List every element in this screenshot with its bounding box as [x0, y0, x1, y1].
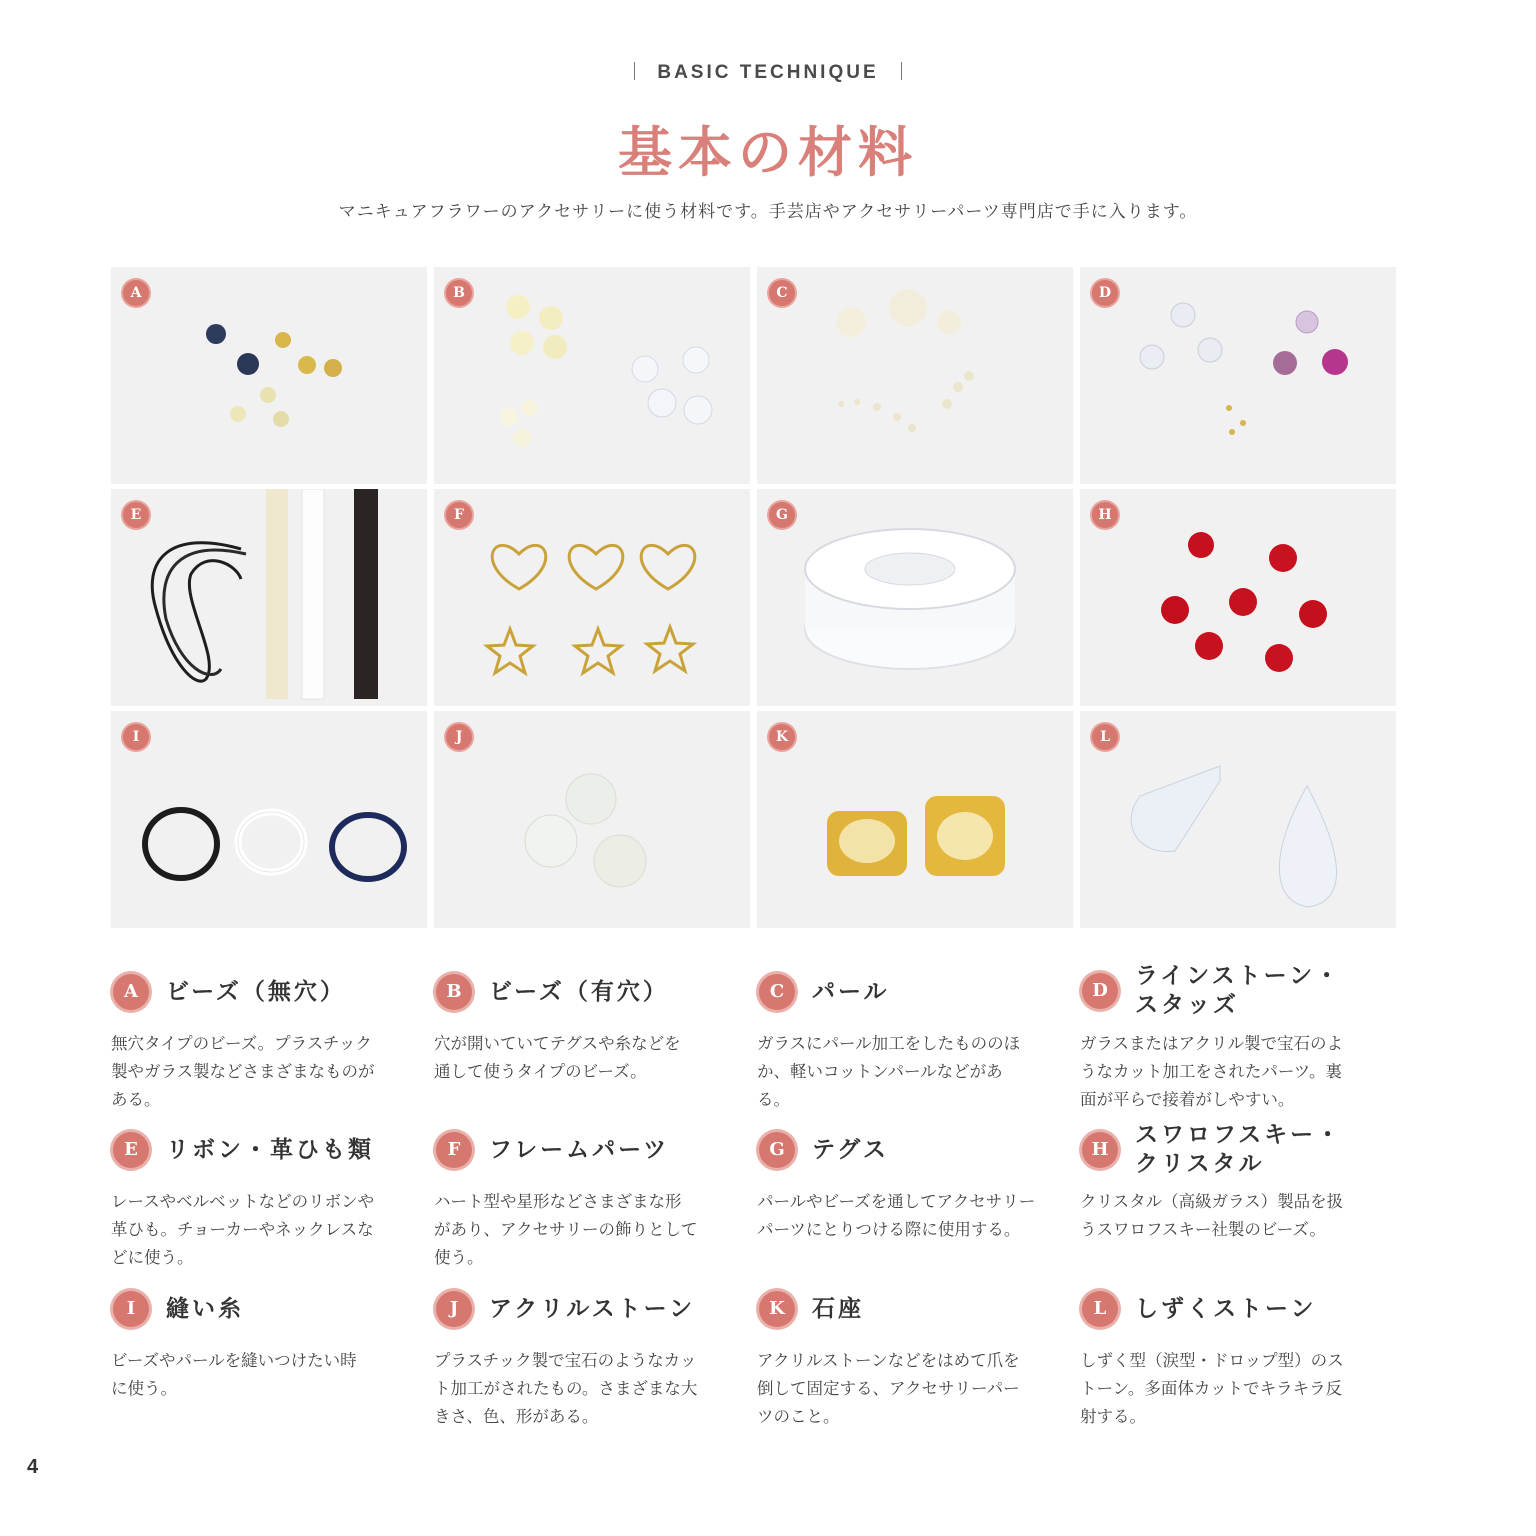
item-badge-h: H [1082, 1132, 1118, 1168]
item-badge-e: E [113, 1132, 149, 1168]
photo-badge-k: K [769, 724, 795, 750]
item-heading-l [1082, 1291, 1317, 1327]
item-description-i: ビーズやパールを縫いつけたい時 に使う。 [111, 1351, 357, 1398]
photo-badge-j: J [446, 724, 472, 750]
divider-left [634, 62, 635, 80]
item-name-a: ビーズ（無穴） [166, 978, 346, 1005]
photo-fishing-line [757, 489, 1073, 706]
item-heading-g [759, 1132, 889, 1168]
photo-badge-c: C [769, 280, 795, 306]
photo-beads-no-hole [111, 267, 427, 484]
item-heading-c [759, 974, 890, 1010]
item-heading-d [1082, 962, 1341, 1020]
item-heading-j [436, 1291, 695, 1327]
item-name-f: フレームパーツ [489, 1136, 670, 1163]
item-name-i: 縫い糸 [166, 1295, 244, 1322]
item-badge-i: I [113, 1291, 149, 1327]
item-badge-c: C [759, 974, 795, 1010]
item-description-l: しずく型（涙型・ドロップ型）のス トーン。多面体カットでキラキラ反 射する。 [1080, 1351, 1344, 1426]
photo-badge-d: D [1092, 280, 1118, 306]
item-heading-h [1082, 1121, 1342, 1179]
item-badge-k: K [759, 1291, 795, 1327]
photo-badge-g: G [769, 502, 795, 528]
item-heading-b [436, 974, 669, 1010]
item-name-e: リボン・革ひも類 [166, 1136, 374, 1163]
item-name-d: ラインストーン・ スタッズ [1135, 963, 1342, 1018]
item-name-k: 石座 [812, 1295, 864, 1322]
item-description-h: クリスタル（高級ガラス）製品を扱 うスワロフスキー社製のビーズ。 [1080, 1192, 1344, 1239]
divider-right [901, 62, 902, 80]
photo-badge-i: I [123, 724, 149, 750]
item-badge-b: B [436, 974, 472, 1010]
section-tag-text: BASIC TECHNIQUE [657, 62, 879, 83]
item-description-e: レースやベルベットなどのリボンや 革ひも。チョーカーやネックレスな どに使う。 [111, 1192, 375, 1267]
photo-badge-e: E [123, 502, 149, 528]
page-number: 4 [27, 1456, 39, 1478]
item-description-g: パールやビーズを通してアクセサリー パーツにとりつける際に使用する。 [757, 1192, 1036, 1239]
item-description-d: ガラスまたはアクリル製で宝石のよ うなカット加工をされたパーツ。裏 面が平らで接着がしやすい。 [1080, 1034, 1344, 1109]
item-name-h: スワロフスキー・ クリスタル [1135, 1122, 1343, 1177]
item-description-a: 無穴タイプのビーズ。プラスチック 製やガラス製などさまざまなものが ある。 [111, 1034, 375, 1109]
photo-stone-settings [757, 711, 1073, 928]
item-heading-e [113, 1132, 374, 1168]
photo-sewing-thread [111, 711, 427, 928]
item-description-b: 穴が開いていてテグスや糸などを 通して使うタイプのビーズ。 [434, 1034, 681, 1081]
item-badge-j: J [436, 1291, 472, 1327]
section-tag [0, 62, 1536, 84]
photo-ribbons [111, 489, 427, 706]
photo-drop-stones [1080, 711, 1396, 928]
photo-beads-with-hole [434, 267, 750, 484]
item-description-k: アクリルストーンなどをはめて爪を 倒して固定する、アクセサリーパー ツのこと。 [757, 1351, 1020, 1426]
item-description-j: プラスチック製で宝石のようなカッ ト加工がされたもの。さまざまな大 きさ、色、形がある。 [434, 1351, 698, 1426]
page-subtitle: マニキュアフラワーのアクセサリーに使う材料です。手芸店やアクセサリーパーツ専門店で手に入ります。 [338, 202, 1198, 222]
item-name-j: アクリルストーン [489, 1295, 696, 1322]
item-heading-f [436, 1132, 669, 1168]
item-badge-f: F [436, 1132, 472, 1168]
photo-rhinestones [1080, 267, 1396, 484]
photo-swarovski-crystals [1080, 489, 1396, 706]
photo-badge-l: L [1092, 724, 1118, 750]
item-description-c: ガラスにパール加工をしたもののほ か、軽いコットンパールなどがある。 [757, 1034, 1021, 1109]
item-name-g: テグス [812, 1136, 889, 1163]
photo-badge-b: B [446, 280, 472, 306]
item-name-c: パール [812, 978, 890, 1005]
photo-badge-f: F [446, 502, 472, 528]
item-heading-k [759, 1291, 864, 1327]
photo-acrylic-stones [434, 711, 750, 928]
photo-pearls [757, 267, 1073, 484]
photo-frame-parts [434, 489, 750, 706]
item-heading-i [113, 1291, 244, 1327]
photo-badge-a: A [123, 280, 149, 306]
item-badge-a: A [113, 974, 149, 1010]
item-name-b: ビーズ（有穴） [489, 978, 669, 1005]
photo-badge-h: H [1092, 502, 1118, 528]
item-badge-d: D [1082, 973, 1118, 1009]
item-badge-g: G [759, 1132, 795, 1168]
item-badge-l: L [1082, 1291, 1118, 1327]
page-title: 基本の材料 [618, 121, 918, 184]
item-description-f: ハート型や星形などさまざまな形 があり、アクセサリーの飾りとして 使う。 [434, 1192, 698, 1267]
item-name-l: しずくストーン [1135, 1295, 1317, 1322]
item-heading-a [113, 974, 346, 1010]
